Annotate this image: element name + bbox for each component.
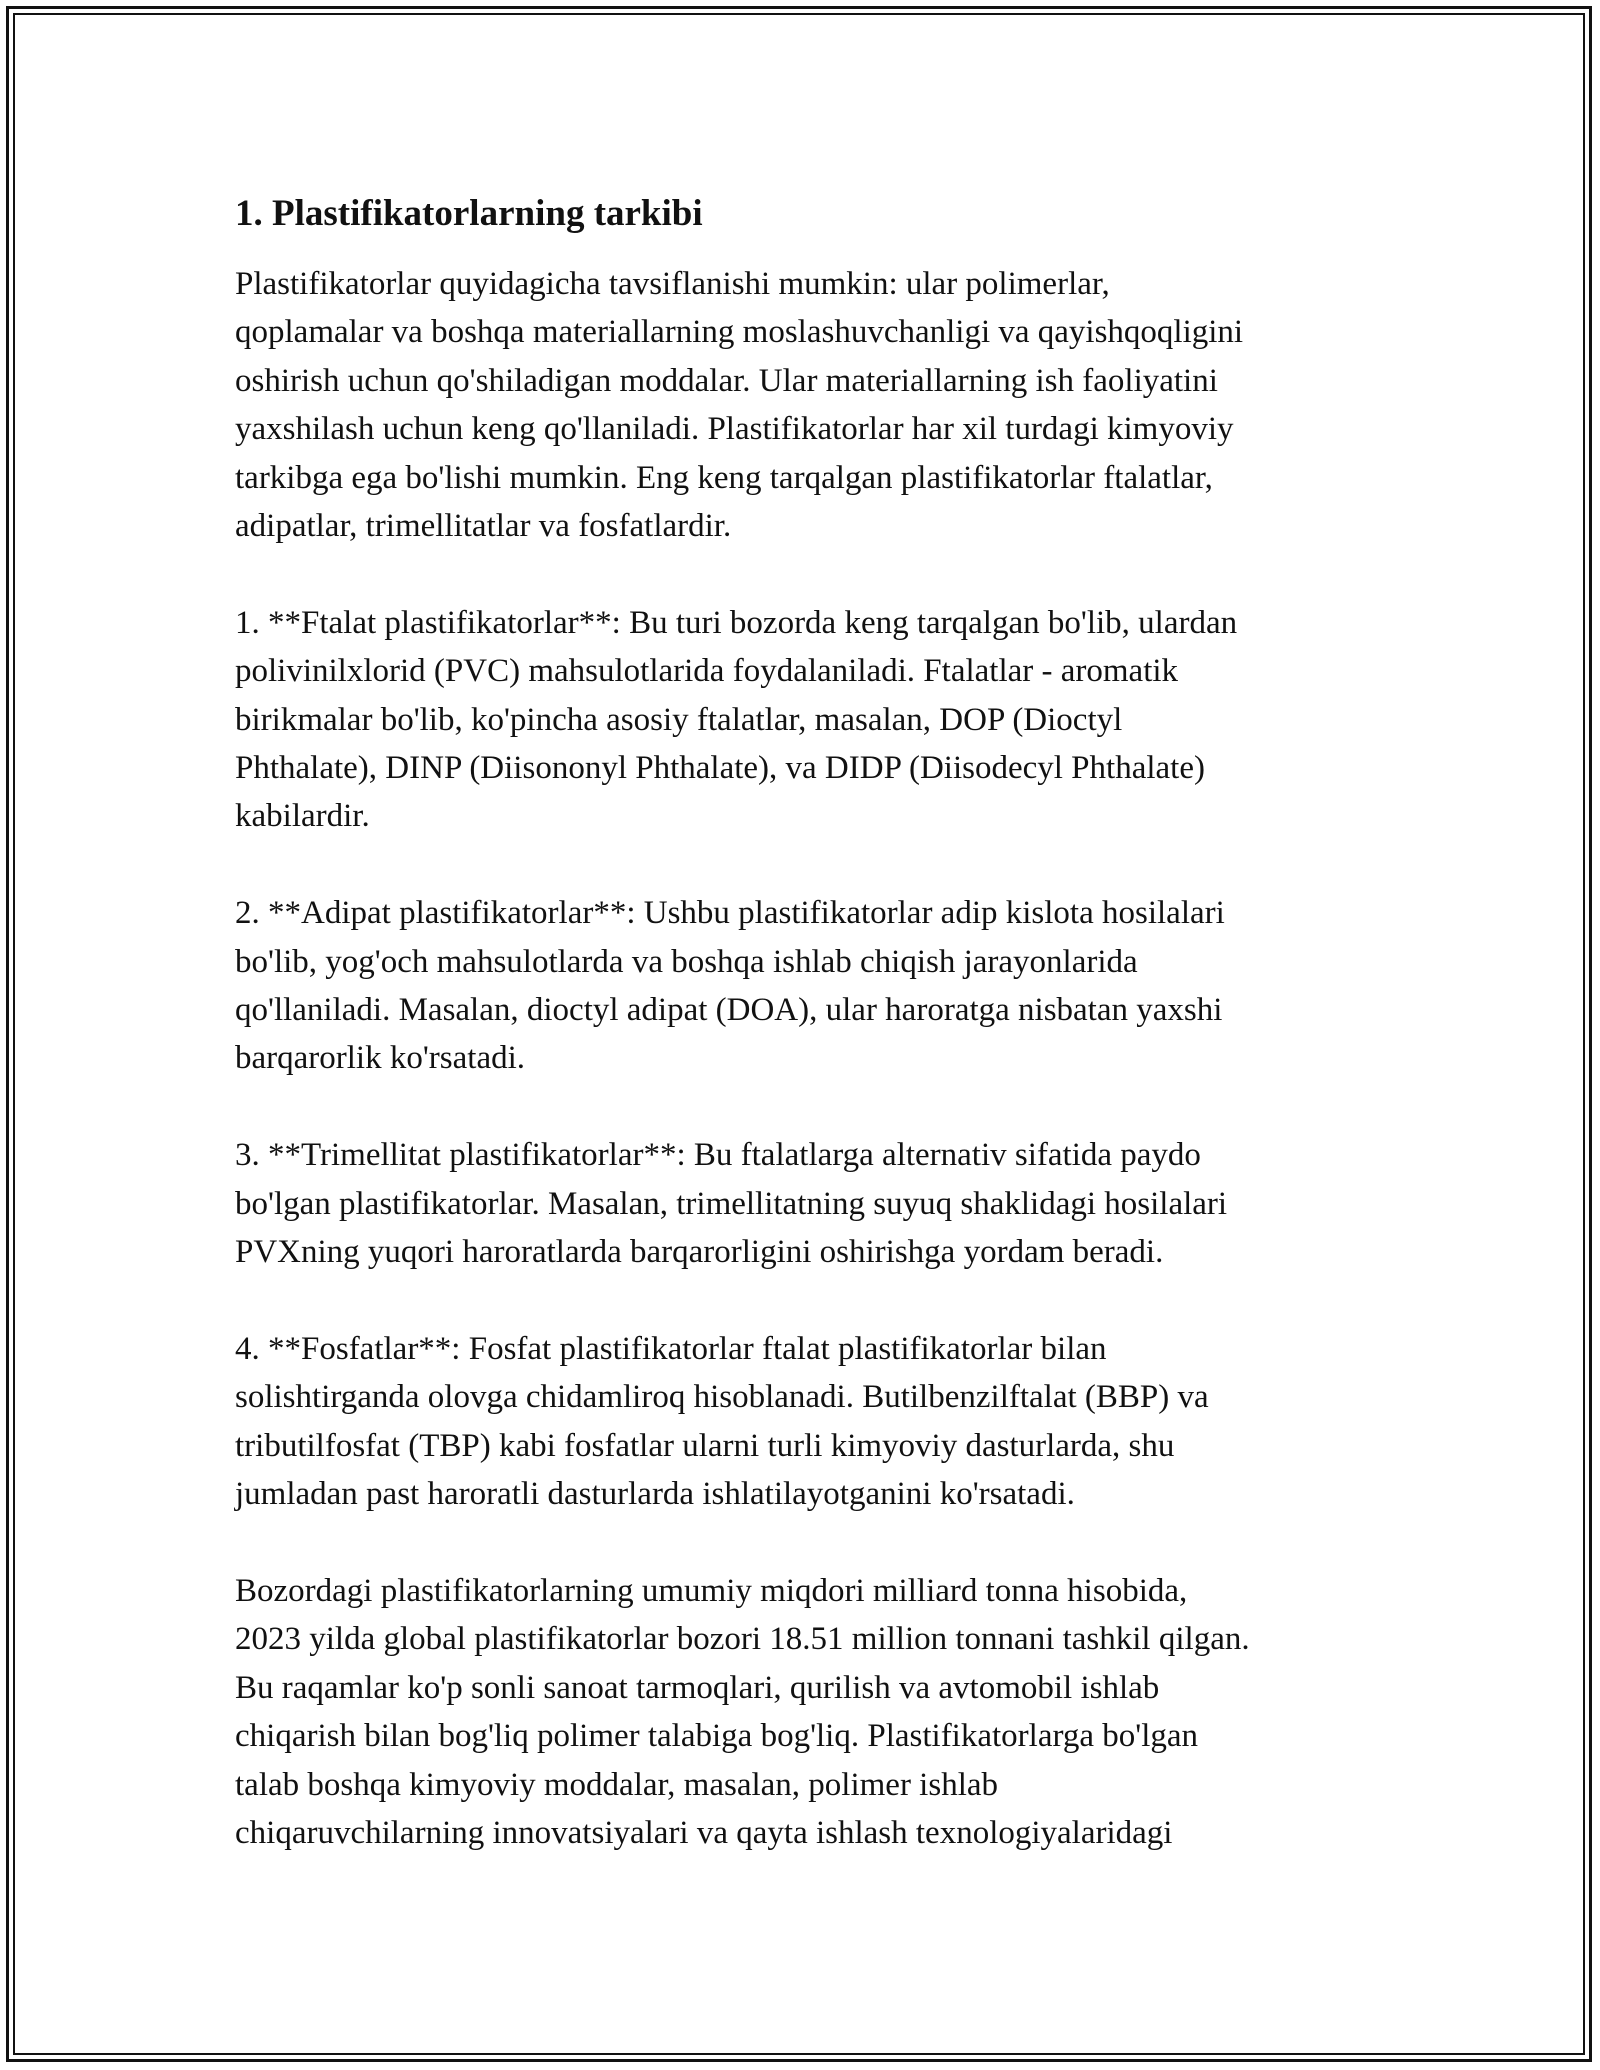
section-heading: 1. Plastifikatorlarning tarkibi — [235, 193, 703, 234]
list-item-fosfatlar: 4. **Fosfatlar**: Fosfat plastifikatorlar ftalat plastifikatorlar bilan solishtirganda olovga chidamliroq hisoblanadi. Butilbenzilftalat (BBP) va tributilfosfat (TBP) kabi fosfatlar ularni turli kimyoviy dasturlarda, shu jumladan past haroratli dasturlarda ishlatilayotganini ko'rsatadi. — [235, 1330, 1209, 1513]
document-body — [235, 188, 1385, 1906]
market-paragraph: Bozordagi plastifikatorlarning umumiy miqdori milliard tonna hisobida, 2023 yilda global plastifikatorlar bozori 18.51 million tonnani tashkil qilgan. Bu raqamlar ko'p sonli sanoat tarmoqlari, qurilish va avtomobil ishlab chiqarish bilan bog'liq polimer talabiga bog'liq. Plastifikatorlarga bo'lgan talab boshqa kimyoviy moddalar, masalan, polimer ishlab chiqaruvchilarning innovatsiyalari va qayta ishlash texnologiyalaridagi — [235, 1572, 1250, 1851]
list-item-ftalat: 1. **Ftalat plastifikatorlar**: Bu turi bozorda keng tarqalgan bo'lib, ulardan polivinilxlorid (PVC) mahsulotlarida foydalaniladi. Ftalatlar - aromatik birikmalar bo'lib, ko'pincha asosiy ftalatlar, masalan, DOP (Dioctyl Phthalate), DINP (Diisononyl Phthalate), va DIDP (Diisodecyl Phthalate) kabilardir. — [235, 604, 1238, 835]
intro-paragraph: Plastifikatorlar quyidagicha tavsiflanishi mumkin: ular polimerlar, qoplamalar va boshqa materiallarning moslashuvchanligi va qayishqoqligini oshirish uchun qo'shiladigan moddalar. Ular materiallarning ish faoliyatini yaxshilash uchun keng qo'llaniladi. Plastifikatorlar har xil turdagi kimyoviy tarkibga ega bo'lishi mumkin. Eng keng tarqalgan plastifikatorlar ftalatlar, adipatlar, trimellitatlar va fosfatlardir. — [235, 266, 1244, 545]
list-item-adipat: 2. **Adipat plastifikatorlar**: Ushbu plastifikatorlar adip kislota hosilalari bo'lib, yog'och mahsulotlarda va boshqa ishlab chiqish jarayonlarida qo'llaniladi. Masalan, dioctyl adipat (DOA), ular haroratga nisbatan yaxshi barqarorlik ko'rsatadi. — [235, 895, 1225, 1077]
list-item-trimellitat: 3. **Trimellitat plastifikatorlar**: Bu ftalatlarga alternativ sifatida paydo bo'lgan plastifikatorlar. Masalan, trimellitatning suyuq shaklidagi hosilalari PVXning yuqori haroratlarda barqarorligini oshirishga yordam beradi. — [235, 1137, 1228, 1271]
